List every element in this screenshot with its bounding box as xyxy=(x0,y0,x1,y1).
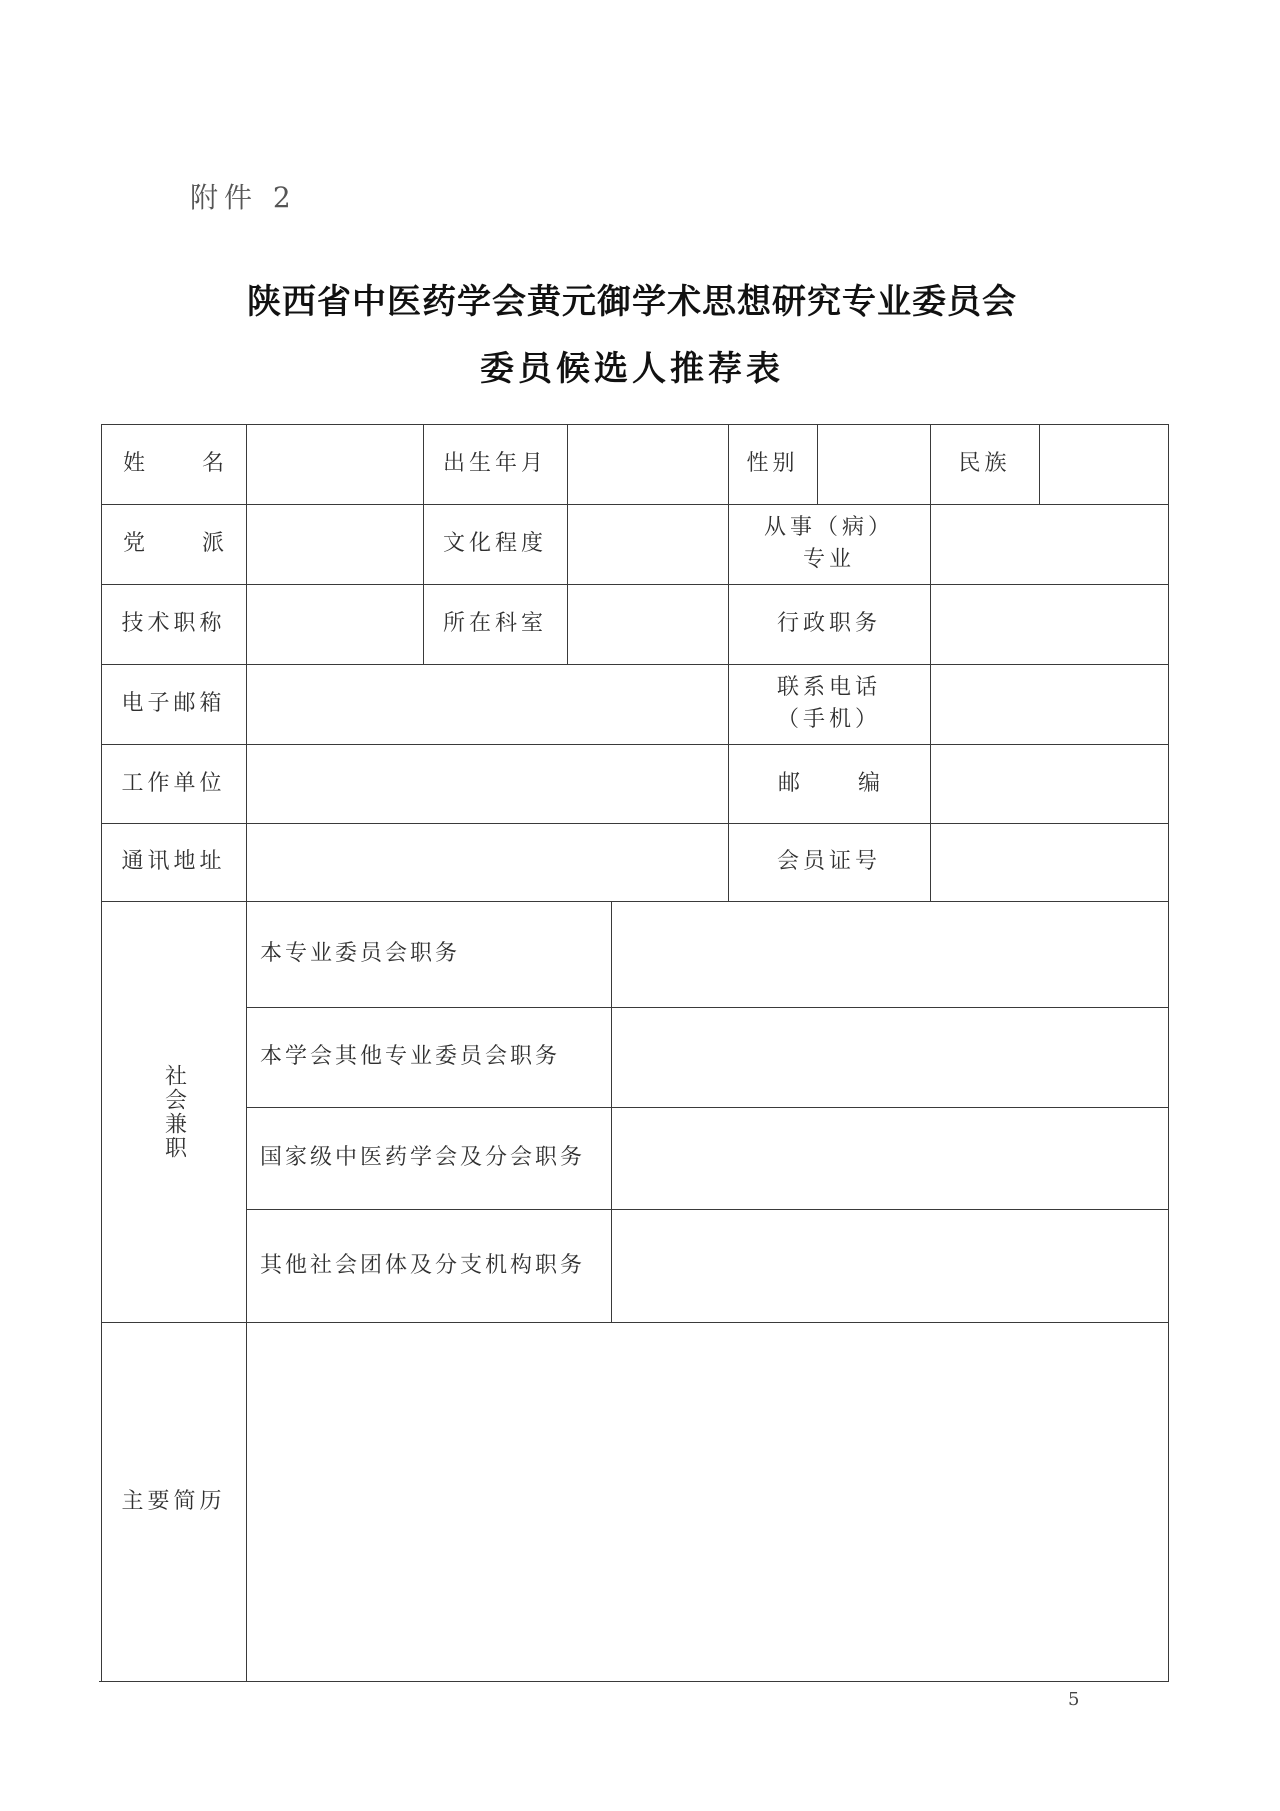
department-field[interactable] xyxy=(567,584,728,664)
admin-position-label: 行政职务 xyxy=(776,611,881,636)
social-position-field[interactable] xyxy=(611,1209,1168,1322)
form-title: 陕西省中医药学会黄元御学术思想研究专业委员会 xyxy=(247,282,1017,322)
gender-label: 性别 xyxy=(746,451,799,476)
party-label-part: 派 xyxy=(201,531,224,556)
social-positions-group xyxy=(101,901,246,1322)
specialty-label xyxy=(728,504,930,584)
social-position-label: 国家级中医药学会及分会职务 xyxy=(260,1145,586,1170)
resume-field[interactable] xyxy=(246,1322,1168,1681)
attachment-label: 附件 2 xyxy=(190,181,297,214)
address-label: 通讯地址 xyxy=(121,849,226,874)
admin-position-field[interactable] xyxy=(930,584,1168,664)
social-positions-label: 社会兼职 xyxy=(161,1063,187,1160)
technical-title-field[interactable] xyxy=(246,584,423,664)
phone-label xyxy=(728,664,930,744)
specialty-label-line: 从事（病） xyxy=(763,515,894,540)
gender-field[interactable] xyxy=(817,424,930,504)
address-field[interactable] xyxy=(246,823,728,901)
birth-label: 出生年月 xyxy=(442,451,547,476)
postcode-field[interactable] xyxy=(930,744,1168,823)
social-position-label: 其他社会团体及分支机构职务 xyxy=(260,1252,586,1278)
name-label-part: 名 xyxy=(201,451,224,476)
social-position-label: 本学会其他专业委员会职务 xyxy=(260,1044,561,1069)
social-position-field[interactable] xyxy=(611,901,1168,1007)
name-field[interactable] xyxy=(246,424,423,504)
email-label: 电子邮箱 xyxy=(121,691,226,716)
phone-label-line: （手机） xyxy=(776,707,881,732)
phone-label-line: 联系电话 xyxy=(776,675,881,700)
member-id-label: 会员证号 xyxy=(776,849,881,874)
phone-field[interactable] xyxy=(930,664,1168,744)
postcode-label xyxy=(728,744,930,823)
social-position-label: 本专业委员会职务 xyxy=(260,941,461,966)
party-field[interactable] xyxy=(246,504,423,584)
specialty-label-line: 专业 xyxy=(802,547,855,572)
education-label: 文化程度 xyxy=(442,531,547,556)
education-field[interactable] xyxy=(567,504,728,584)
email-field[interactable] xyxy=(246,664,728,744)
technical-title-label: 技术职称 xyxy=(121,611,226,636)
party-label-part: 党 xyxy=(123,531,146,556)
postcode-label-part: 邮 xyxy=(778,770,801,796)
ethnicity-label: 民族 xyxy=(958,451,1011,476)
member-id-field[interactable] xyxy=(930,823,1168,901)
ethnicity-field[interactable] xyxy=(1039,424,1168,504)
birth-field[interactable] xyxy=(567,424,728,504)
department-label: 所在科室 xyxy=(442,611,547,636)
table-border-right xyxy=(1168,424,1169,1682)
postcode-label-part: 编 xyxy=(857,770,880,796)
resume-label: 主要简历 xyxy=(121,1488,226,1514)
party-label xyxy=(101,504,246,584)
name-label xyxy=(101,424,246,504)
specialty-field[interactable] xyxy=(930,504,1168,584)
name-label-part: 姓 xyxy=(123,451,146,476)
form-subtitle: 委员候选人推荐表 xyxy=(480,349,784,389)
page-number: 5 xyxy=(1068,1689,1080,1710)
table-border-bottom xyxy=(99,1681,1168,1682)
employer-label: 工作单位 xyxy=(121,770,226,796)
social-position-field[interactable] xyxy=(611,1007,1168,1107)
employer-field[interactable] xyxy=(246,744,728,823)
social-position-field[interactable] xyxy=(611,1107,1168,1209)
